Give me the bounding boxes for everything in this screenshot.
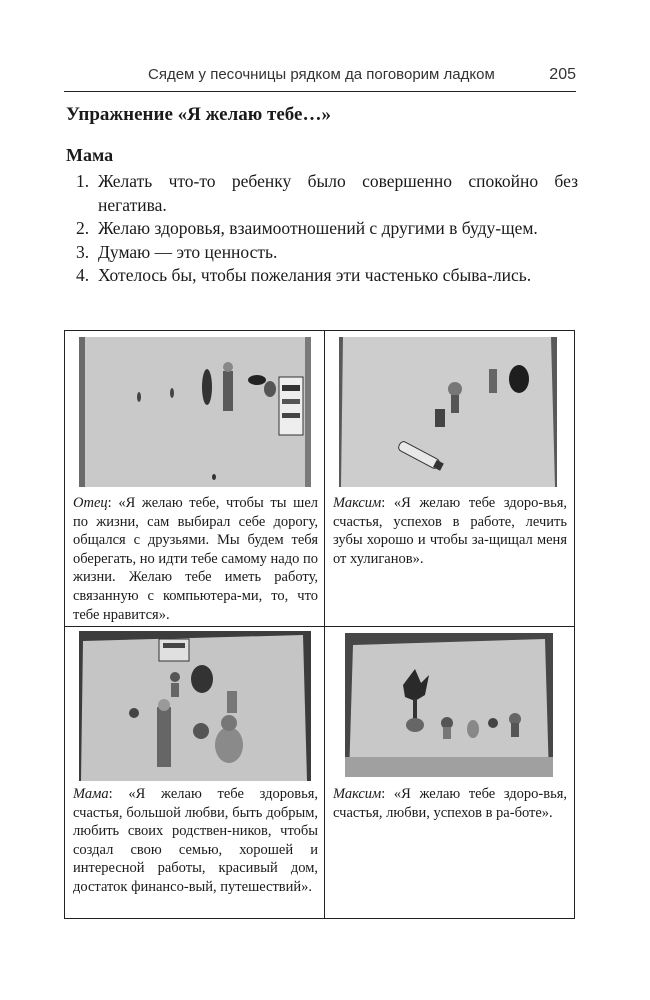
list-item-number: 1. (76, 171, 90, 191)
caption-quote: : «Я желаю тебе, чтобы ты шел по жизни, сам выбирал себе дорогу, общался с друзьями. Мы будем тебя оберегать, но идти тебе самому надо по жизни. Желаю тебе иметь работу, связанную с компьютера-ми, то, что тебе нравится». (73, 495, 318, 623)
list-item (66, 217, 578, 241)
list-item-number: 2. (76, 218, 90, 238)
photo-cell-maxim-2 (325, 627, 574, 918)
caption-maxim-1 (333, 494, 567, 568)
list-item (66, 264, 578, 288)
caption-speaker: Мама (73, 786, 109, 802)
list-item-text: Думаю — это ценность. (98, 241, 278, 262)
caption-mama (73, 785, 318, 897)
caption-speaker: Максим (333, 495, 382, 511)
list-item (66, 170, 578, 217)
list-item-text: Желать что-то ребенку было совершенно спокойно без негатива. (98, 171, 578, 215)
list-item-text: Желаю здоровья, взаимоотношений с другими в буду-щем. (98, 218, 538, 238)
caption-quote: : «Я желаю тебе здоро-вья, счастья, любви, успехов в ра-боте». (333, 786, 567, 821)
sandtray-photo-maxim-2 (345, 633, 553, 777)
photo-cell-maxim-1 (325, 331, 574, 627)
list-item-number: 3. (76, 241, 90, 262)
caption-father (73, 494, 318, 624)
page-number: 205 (549, 66, 576, 83)
caption-quote: : «Я желаю тебе здоро-вья, счастья, успехов в работе, лечить зубы хорошо и чтобы за-щищал меня от хулиганов». (333, 495, 567, 567)
list-item-number: 4. (76, 265, 90, 285)
sandtray-photo-mama (79, 631, 311, 781)
caption-maxim-2 (333, 785, 567, 822)
sandtray-photo-maxim-1 (339, 337, 557, 487)
list-item (66, 241, 578, 265)
running-title: Сядем у песочницы рядком да поговорим ладком (148, 66, 495, 83)
caption-quote: : «Я желаю тебе здоровья, счастья, большой любви, быть добрым, любить своих родствен-ников, чтобы создал свою семью, хорошей и интересной работы, красивый дом, достаток финансо-вый, путешествий». (73, 786, 318, 895)
exercise-title: Упражнение «Я желаю тебе…» (66, 104, 331, 125)
sandtray-photo-father (79, 337, 311, 487)
list-item-text: Хотелось бы, чтобы пожелания эти частенько сбыва-лись. (98, 265, 532, 285)
subhead-mama: Мама (66, 145, 114, 165)
running-header (64, 64, 576, 92)
photo-table (64, 330, 575, 919)
photo-cell-mama (65, 627, 325, 918)
caption-speaker: Максим (333, 786, 382, 802)
photo-cell-father (65, 331, 325, 627)
caption-speaker: Отец (73, 495, 108, 511)
wish-list (66, 170, 578, 288)
